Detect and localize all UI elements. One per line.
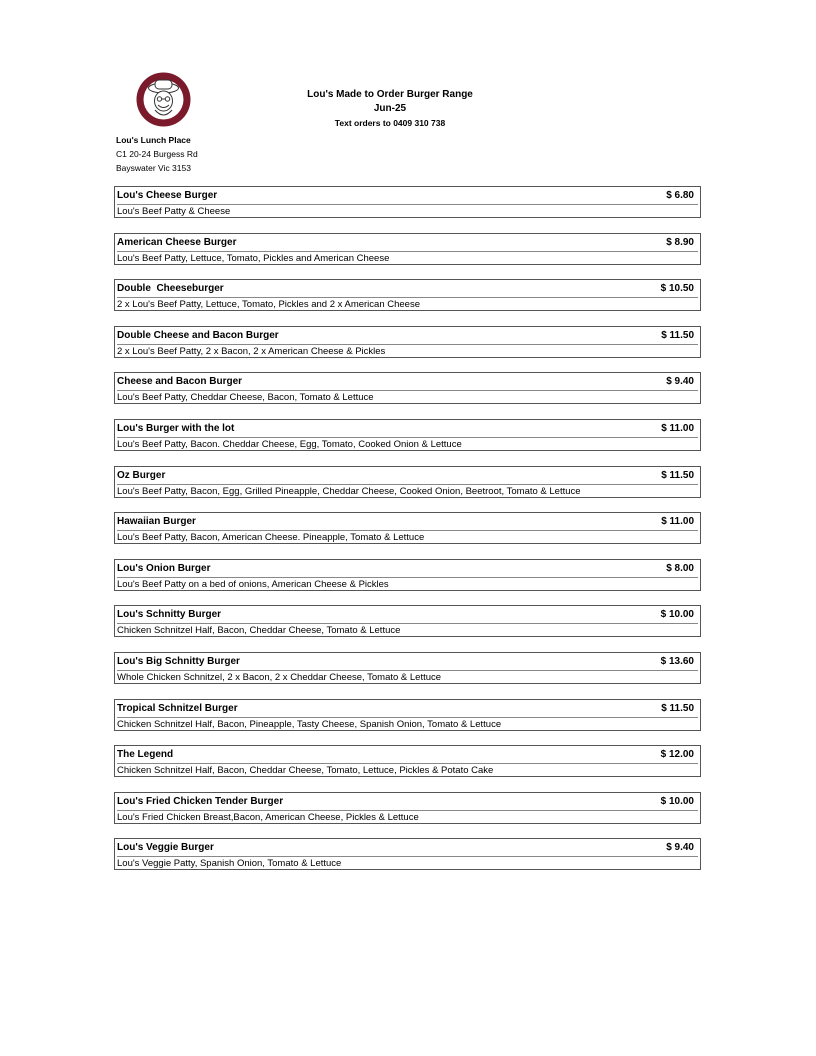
item-price: $ 11.50 xyxy=(661,702,694,714)
item-name: Oz Burger xyxy=(117,469,166,481)
item-price: $ 11.50 xyxy=(661,329,694,341)
menu-item xyxy=(114,186,701,218)
item-name: The Legend xyxy=(117,749,174,761)
menu-item xyxy=(114,605,701,637)
item-description: Lou's Beef Patty, Cheddar Cheese, Bacon, Tomato & Lettuce xyxy=(117,390,698,404)
menu-item xyxy=(114,466,701,498)
item-description: Lou's Beef Patty, Lettuce, Tomato, Pickles and American Cheese xyxy=(117,251,698,265)
menu-item xyxy=(114,233,701,265)
item-description: Lou's Beef Patty, Bacon. Cheddar Cheese, Egg, Tomato, Cooked Onion & Lettuce xyxy=(117,437,698,451)
item-name: Double Cheese and Bacon Burger xyxy=(117,329,279,341)
item-name: Double Cheeseburger xyxy=(117,283,224,295)
item-description: Chicken Schnitzel Half, Bacon, Cheddar Cheese, Tomato, Lettuce, Pickles & Potato Cake xyxy=(117,763,698,777)
item-description: Lou's Fried Chicken Breast,Bacon, American Cheese, Pickles & Lettuce xyxy=(117,810,698,824)
menu-item xyxy=(114,512,701,544)
menu-item xyxy=(114,559,701,591)
item-price: $ 11.50 xyxy=(661,469,694,481)
item-name: Tropical Schnitzel Burger xyxy=(117,702,238,714)
menu-item xyxy=(114,652,701,684)
item-price: $ 8.90 xyxy=(666,236,694,248)
business-name: Lou's Lunch Place xyxy=(116,135,191,145)
item-name: Cheese and Bacon Burger xyxy=(117,376,243,388)
item-description: Lou's Beef Patty on a bed of onions, American Cheese & Pickles xyxy=(117,577,698,591)
menu-item xyxy=(114,745,701,777)
item-price: $ 12.00 xyxy=(660,749,694,761)
item-description: 2 x Lou's Beef Patty, Lettuce, Tomato, Pickles and 2 x American Cheese xyxy=(117,297,698,311)
item-description: Lou's Veggie Patty, Spanish Onion, Tomato & Lettuce xyxy=(117,856,698,870)
business-address-line-2: Bayswater Vic 3153 xyxy=(116,163,191,173)
item-name: Hawaiian Burger xyxy=(117,516,196,528)
menu-item xyxy=(114,279,701,311)
item-price: $ 11.00 xyxy=(661,422,694,434)
item-description: Whole Chicken Schnitzel, 2 x Bacon, 2 x Cheddar Cheese, Tomato & Lettuce xyxy=(117,670,698,684)
menu-header xyxy=(290,88,490,131)
menu-list xyxy=(114,186,701,885)
menu-item xyxy=(114,792,701,824)
item-price: $ 11.00 xyxy=(661,516,694,528)
menu-item xyxy=(114,838,701,870)
item-name: Lou's Burger with the lot xyxy=(117,422,235,434)
item-description: Chicken Schnitzel Half, Bacon, Cheddar Cheese, Tomato & Lettuce xyxy=(117,623,698,637)
item-name: Lou's Cheese Burger xyxy=(117,190,218,201)
item-description: Lou's Beef Patty & Cheese xyxy=(117,204,698,218)
item-price: $ 9.40 xyxy=(666,842,694,854)
item-price: $ 8.00 xyxy=(666,562,694,574)
chef-logo-icon xyxy=(136,72,191,127)
menu-title: Lou's Made to Order Burger Range xyxy=(307,89,473,100)
business-address-line-1: C1 20-24 Burgess Rd xyxy=(116,149,198,159)
item-name: Lou's Big Schnitty Burger xyxy=(117,655,240,667)
item-price: $ 9.40 xyxy=(666,376,694,388)
item-description: Lou's Beef Patty, Bacon, Egg, Grilled Pineapple, Cheddar Cheese, Cooked Onion, Beetroot, Tomato & Lettuce xyxy=(117,484,698,498)
item-name: Lou's Veggie Burger xyxy=(117,842,214,854)
item-price: $ 6.80 xyxy=(666,190,694,201)
item-price: $ 10.00 xyxy=(660,795,694,807)
item-price: $ 10.50 xyxy=(660,283,694,295)
item-price: $ 10.00 xyxy=(660,609,694,621)
item-name: Lou's Schnitty Burger xyxy=(117,609,222,621)
menu-item xyxy=(114,372,701,404)
menu-item xyxy=(114,326,701,358)
item-description: Chicken Schnitzel Half, Bacon, Pineapple, Tasty Cheese, Spanish Onion, Tomato & Lettuce xyxy=(117,717,698,731)
item-description: Lou's Beef Patty, Bacon, American Cheese. Pineapple, Tomato & Lettuce xyxy=(117,530,698,544)
business-info xyxy=(116,133,198,175)
menu-item xyxy=(114,699,701,731)
menu-item xyxy=(114,419,701,451)
item-name: Lou's Onion Burger xyxy=(117,562,211,574)
item-name: American Cheese Burger xyxy=(117,236,237,248)
item-name: Lou's Fried Chicken Tender Burger xyxy=(117,795,284,807)
item-price: $ 13.60 xyxy=(660,655,694,667)
menu-date: Jun-25 xyxy=(373,103,407,114)
order-phone-line: Text orders to 0409 310 738 xyxy=(334,118,446,128)
item-description: 2 x Lou's Beef Patty, 2 x Bacon, 2 x American Cheese & Pickles xyxy=(117,344,698,358)
